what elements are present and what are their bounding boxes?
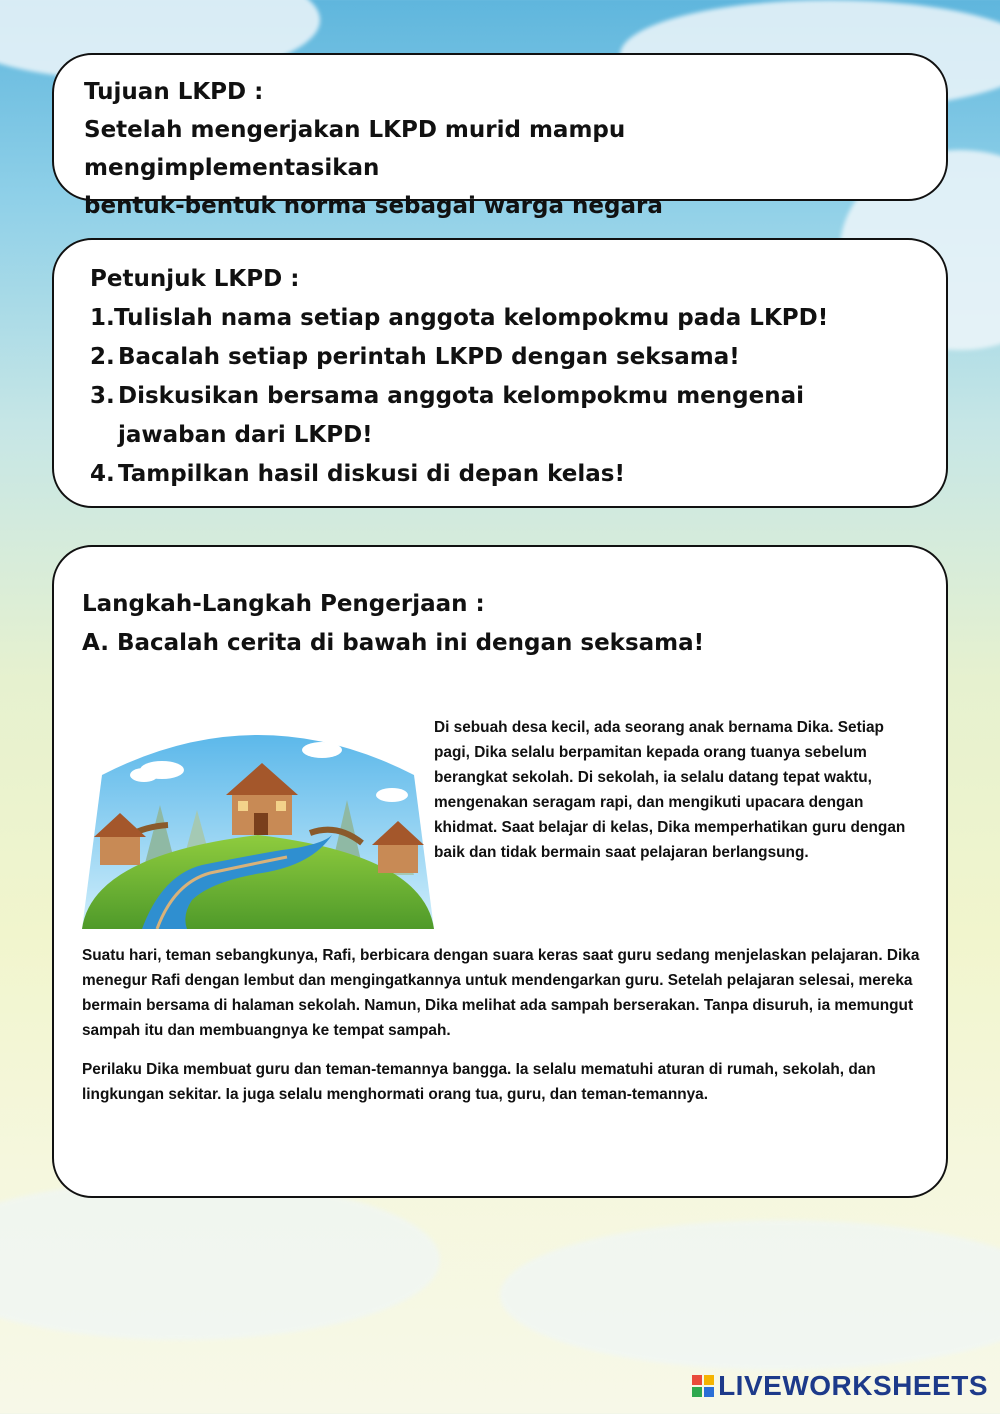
tujuan-line-1: Setelah mengerjakan LKPD murid mampu mengimplementasikan: [84, 117, 626, 181]
langkah-card: [52, 545, 948, 1198]
background-cloud: [500, 1220, 1000, 1370]
petunjuk-item-text: Bacalah setiap perintah LKPD dengan seksama!: [118, 344, 740, 370]
tujuan-line-2: bentuk-bentuk norma sebagai warga negara: [84, 193, 663, 219]
logo-square: [692, 1375, 702, 1385]
petunjuk-item-text: jawaban dari LKPD!: [118, 422, 373, 448]
petunjuk-item-number: 4.: [90, 461, 115, 487]
petunjuk-item-number: 2.: [90, 344, 115, 370]
liveworksheets-logo-icon: [692, 1375, 714, 1397]
petunjuk-list: [90, 299, 926, 494]
liveworksheets-brand: [692, 1370, 988, 1402]
petunjuk-item: [90, 299, 926, 338]
story-paragraph-2: Suatu hari, teman sebangkunya, Rafi, berbicara dengan suara keras saat guru sedang menjelaskan pelajaran. Dika menegur Rafi dengan lembut dan mengingatkannya untuk mendengarkan guru. Setelah pelajaran selesai, mereka bermain bersama di halaman sekolah. Namun, Dika melihat ada sampah berserakan. Tanpa disuruh, ia memungut sampah itu dan membuangnya ke tempat sampah.: [82, 947, 920, 1039]
tujuan-title: Tujuan LKPD :: [84, 79, 264, 105]
liveworksheets-wordmark: LIVEWORKSHEETS: [718, 1370, 988, 1401]
story-paragraph-1: Di sebuah desa kecil, ada seorang anak bernama Dika. Setiap pagi, Dika selalu berpamitan kepada orang tuanya sebelum berangkat sekolah. Di sekolah, ia selalu datang tepat waktu, mengenakan seragam rapi, dan mengikuti upacara dengan khidmat. Saat belajar di kelas, Dika memperhatikan guru dengan baik dan tidak bermain saat pelajaran berlangsung.: [434, 719, 906, 861]
tujuan-card: [52, 53, 948, 219]
story-paragraph-3: Perilaku Dika membuat guru dan teman-temannya bangga. Ia selalu mematuhi aturan di rumah, sekolah, dan lingkungan sekitar. Ia juga selalu menghormati orang tua, guru, dan teman-temannya.: [82, 1061, 876, 1103]
petunjuk-item-text: Tulislah nama setiap anggota kelompokmu pada LKPD!: [114, 305, 829, 331]
langkah-title: Langkah-Langkah Pengerjaan :: [82, 591, 485, 617]
petunjuk-item-number: [90, 416, 118, 455]
petunjuk-item-text: Tampilkan hasil diskusi di depan kelas!: [118, 461, 625, 487]
petunjuk-title: Petunjuk LKPD :: [90, 266, 300, 292]
petunjuk-item: [90, 338, 926, 377]
petunjuk-card: [52, 238, 948, 508]
story-top-row: [82, 715, 922, 929]
logo-square: [692, 1387, 702, 1397]
langkah-instruction: A. Bacalah cerita di bawah ini dengan seksama!: [82, 630, 705, 656]
petunjuk-item-number: 3.: [90, 383, 115, 409]
petunjuk-item: [90, 416, 926, 455]
background-cloud: [0, 1180, 440, 1340]
petunjuk-item-text: Diskusikan bersama anggota kelompokmu mengenai: [118, 383, 804, 409]
petunjuk-item-number: 1.: [90, 305, 115, 331]
petunjuk-item: [90, 377, 926, 416]
logo-square: [704, 1375, 714, 1385]
petunjuk-item: [90, 455, 926, 494]
village-on-hill-illustration: [82, 715, 434, 929]
logo-square: [704, 1387, 714, 1397]
